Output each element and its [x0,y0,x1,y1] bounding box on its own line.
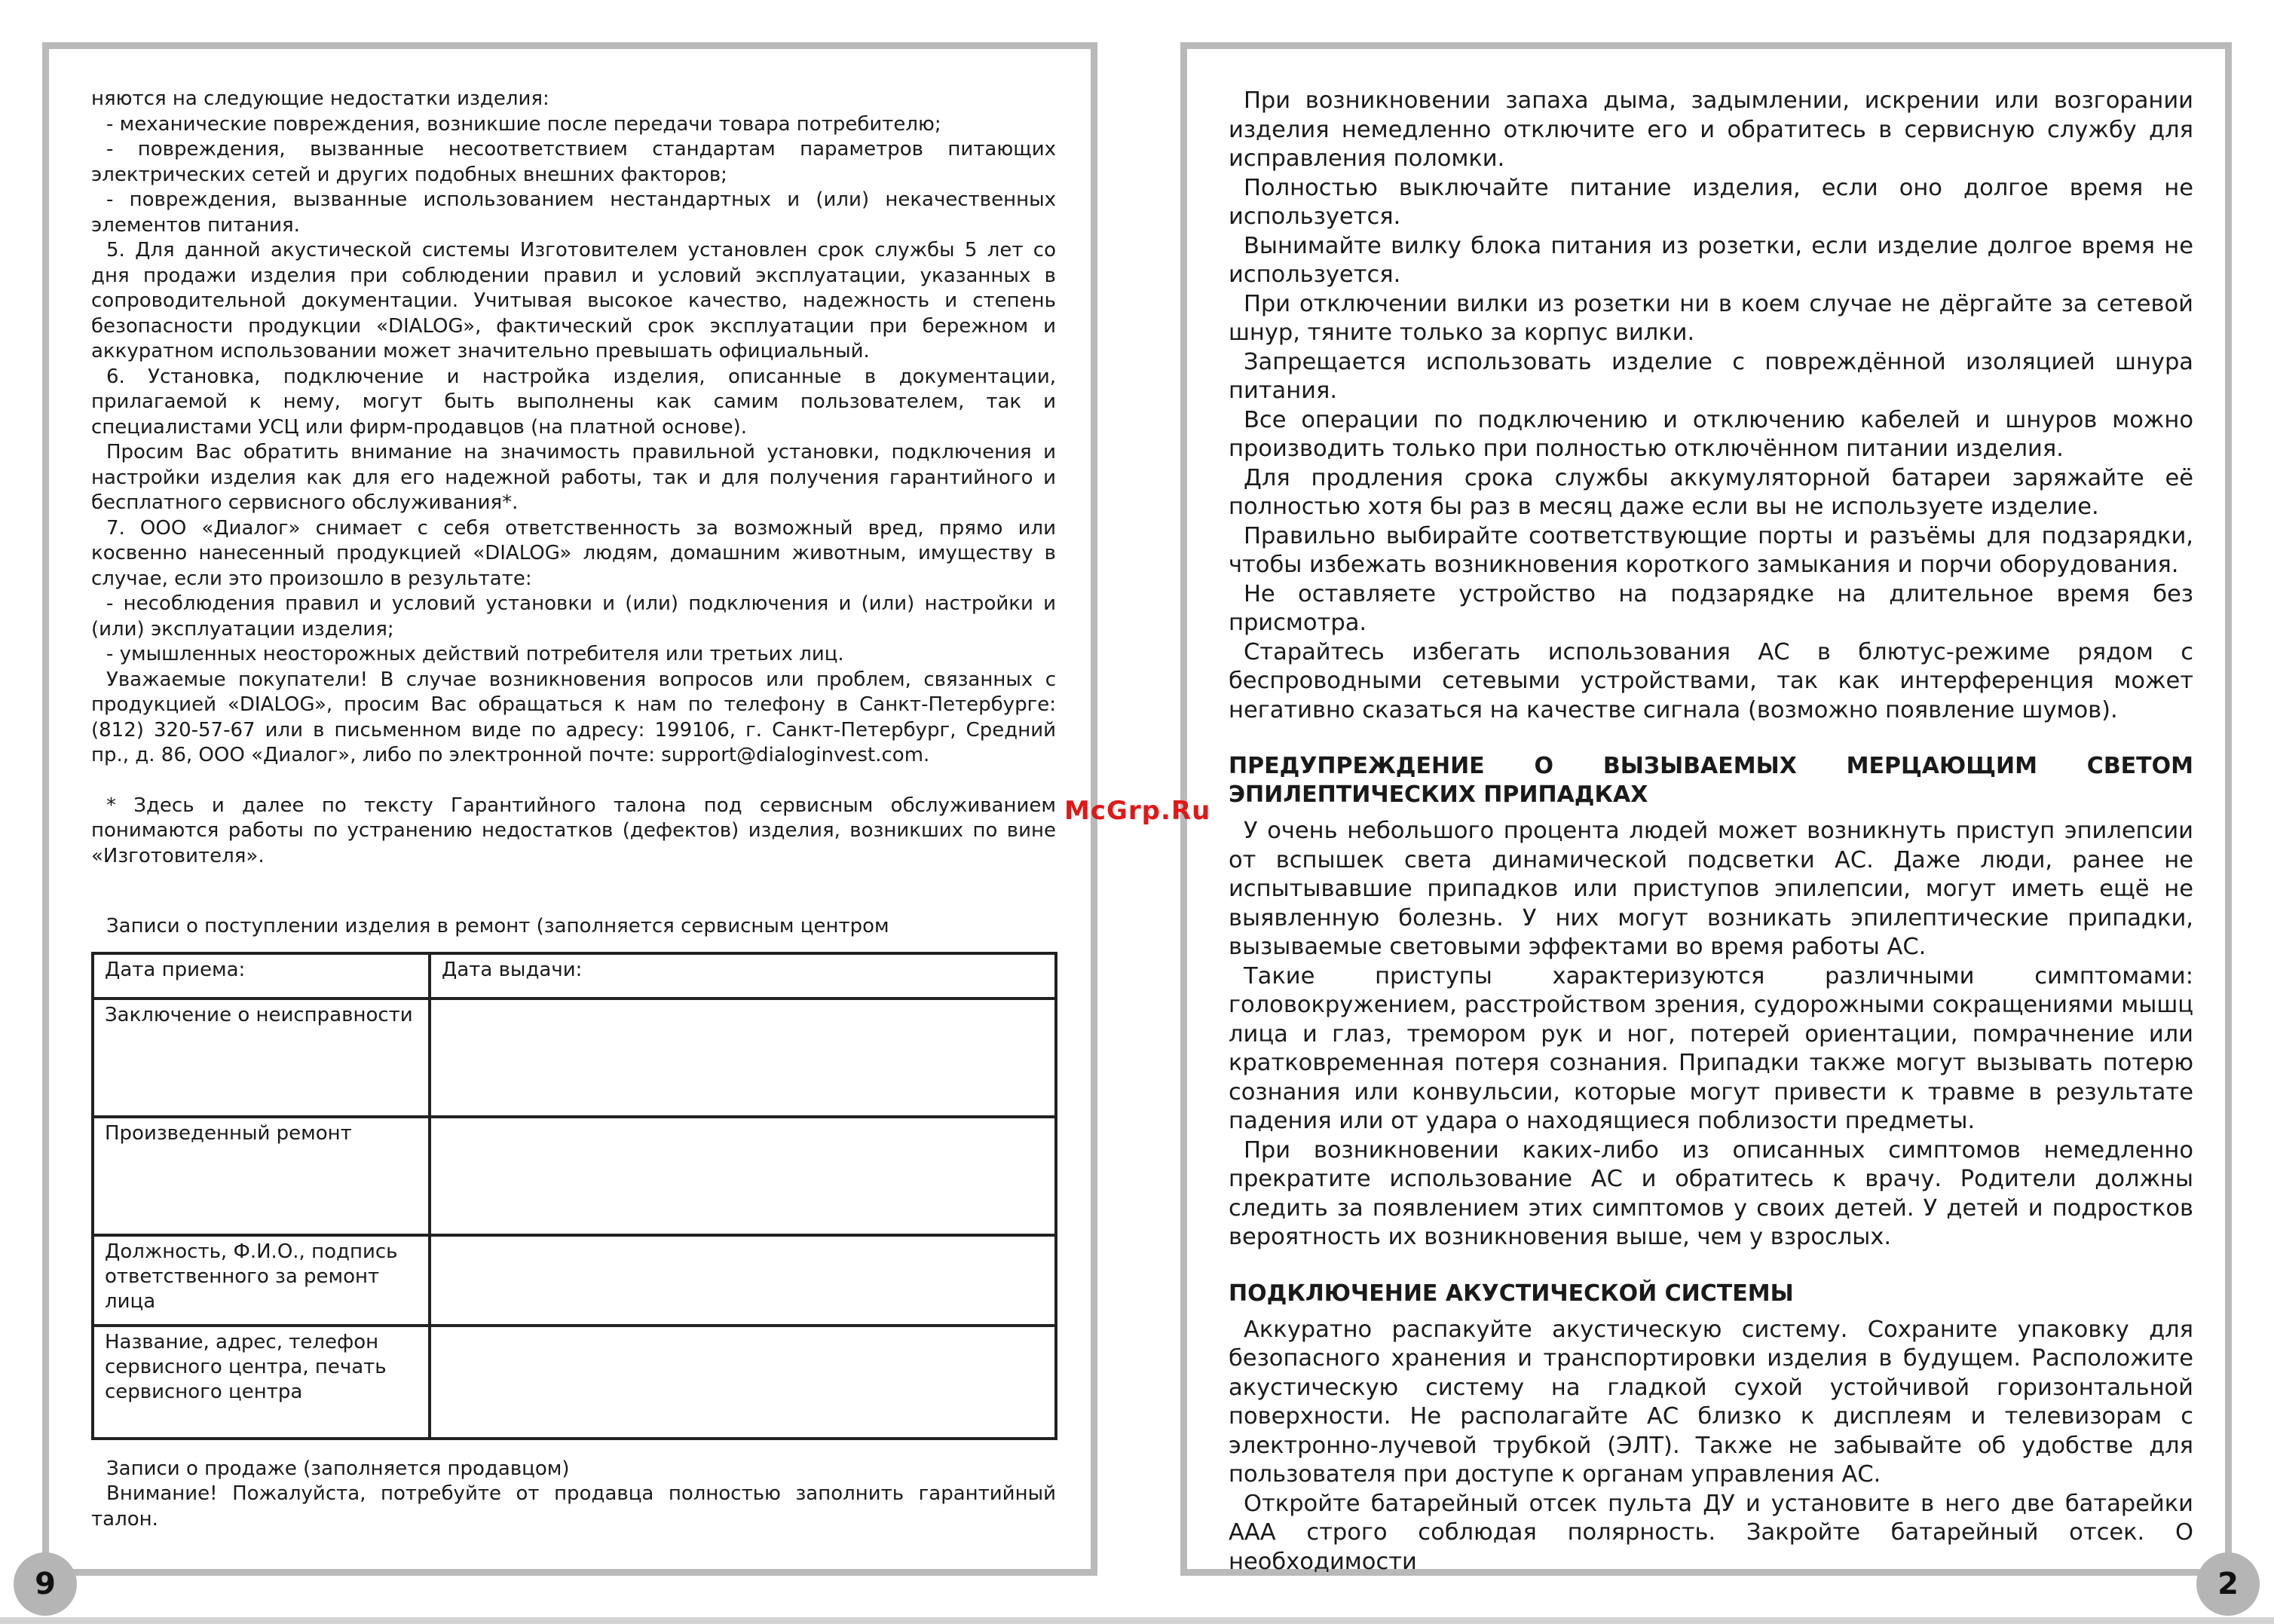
paragraph: Откройте батарейный отсек пульта ДУ и установите в него две батарейки ААА строго соблюдая полярность. Закройте батарейный отсек. О необходимости [1229,1490,2193,1575]
left-page-text [91,87,1056,1532]
paragraph: Уважаемые покупатели! В случае возникновения вопросов или проблем, связанных с продукцией «DIALOG», просим Вас обращаться к нам по телефону в Санкт-Петербурге: (812) 320-57-67 или в письменном виде по адресу: 199106, г. Санкт-Петербург, Средний пр., д. 86, ООО «Диалог», либо по электронной почте: support@dialoginvest.com. [91,668,1056,766]
paragraph: Просим Вас обратить внимание на значимость правильной установки, подключения и настройки изделия как для его надежной работы, так и для получения гарантийного и бесплатного сервисного обслуживания*. [91,441,1056,514]
row-label: Должность, Ф.И.О., подпись ответственного за ремонт лица [93,1235,430,1326]
repair-records-caption: Записи о поступлении изделия в ремонт (заполняется сервисным центром [106,915,889,937]
paragraph: - повреждения, вызванные несоответствием стандартам параметров питающих электрических сетей и других подобных внешних факторов; [91,138,1056,186]
row-label: Название, адрес, телефон сервисного центра, печать сервисного центра [93,1326,430,1439]
table-row [93,1117,1056,1235]
paragraph: Запрещается использовать изделие с повреждённой изоляцией шнура питания. [1229,348,2193,404]
page-number-right: 2 [2196,1552,2260,1616]
paragraph: 5. Для данной акустической системы Изготовителем установлен срок службы 5 лет со дня продажи изделия при соблюдении правил и условий эксплуатации, указанных в сопроводительной документации. Учитывая высокое качество, надежность и степень безопасности продукции «DIALOG», фактический срок эксплуатации при бережном и аккуратном использовании может значительно превышать официальный. [91,239,1056,362]
sale-records-caption: Записи о продаже (заполняется продавцом) [106,1457,570,1480]
right-page-text [1229,87,2193,1577]
row-label: Произведенный ремонт [93,1117,430,1235]
connection-heading: ПОДКЛЮЧЕНИЕ АКУСТИЧЕСКОЙ СИСТЕМЫ [1229,1280,1794,1307]
paragraph: При возникновении каких-либо из описанных симптомов немедленно прекратите использование АС и обратитесь к врачу. Родители должны следить за появлением этих симптомов у своих детей. У детей и подростков вероятность их возникновения выше, чем у взрослых. [1229,1136,2193,1250]
row-label: Заключение о неисправности [93,999,430,1117]
paragraph: Правильно выбирайте соответствующие порты и разъёмы для подзарядки, чтобы избежать возникновения короткого замыкания и порчи оборудования. [1229,522,2193,578]
table-row [93,1235,1056,1326]
row-entry-cell[interactable] [430,1326,1056,1439]
sale-warning: Внимание! Пожалуйста, потребуйте от продавца полностью заполнить гарантийный талон. [91,1482,1056,1531]
issued-date-cell[interactable]: Дата выдачи: [430,953,1056,999]
repair-records-table [91,952,1057,1440]
paragraph: При отключении вилки из розетки ни в коем случае не дёргайте за сетевой шнур, тяните только за корпус вилки. [1229,290,2193,346]
footnote: * Здесь и далее по тексту Гарантийного талона под сервисным обслуживанием понимаются работы по устранению недостатков (дефектов) изделия, возникших по вине «Изготовителя». [91,794,1056,867]
paragraph: - повреждения, вызванные использованием нестандартных и (или) некачественных элементов питания. [91,188,1056,237]
table-row [93,1326,1056,1439]
paragraph: Все операции по подключению и отключению кабелей и шнуров можно производить только при полностью отключённом питании изделия. [1229,406,2193,462]
bottom-divider [0,1617,2274,1624]
row-entry-cell[interactable] [430,1117,1056,1235]
paragraph: Не оставляете устройство на подзарядке на длительное время без присмотра. [1229,580,2193,636]
right-page [1180,42,2232,1576]
paragraph: Старайтесь избегать использования АС в блютус-режиме рядом с беспроводными сетевыми устройствами, так как интерференция может негативно сказаться на качестве сигнала (возможно появление шумов). [1229,638,2193,723]
watermark: McGrp.Ru [1064,796,1211,826]
paragraph: - механические повреждения, возникшие после передачи товара потребителю; [106,112,941,136]
page-number-left: 9 [14,1552,77,1616]
paragraph: Полностью выключайте питание изделия, если оно долгое время не используется. [1229,174,2193,230]
paragraph: Аккуратно распакуйте акустическую систему. Сохраните упаковку для безопасного хранения и транспортировки изделия в будущем. Расположите акустическую систему на гладкой сухой устойчивой горизонтальной поверхности. Не располагайте АС близко к дисплеям и телевизорам с электронно-лучевой трубкой (ЭЛТ). Также не забывайте об удобстве для пользователя при доступе к органам управления АС. [1229,1316,2193,1488]
paragraph: Для продления срока службы аккумуляторной батареи заряжайте её полностью хотя бы раз в месяц даже если вы не используете изделие. [1229,464,2193,520]
paragraph: 6. Установка, подключение и настройка изделия, описанные в документации, прилагаемой к нему, могут быть выполнены как самим пользователем, так и специалистами УСЦ или фирм-продавцов (на платной основе). [91,365,1056,439]
paragraph: няются на следующие недостатки изделия: [91,87,549,110]
paragraph: У очень небольшого процента людей может возникнуть приступ эпилепсии от вспышек света динамической подсветки АС. Даже люди, ранее не испытывавшие припадков или приступов эпилепсии, могут иметь ещё не выявленную болезнь. У них могут возникать эпилептические припадки, вызываемые световыми эффектами во время работы АС. [1229,818,2193,960]
row-entry-cell[interactable] [430,999,1056,1117]
table-row [93,999,1056,1117]
paragraph: Такие приступы характеризуются различными симптомами: головокружением, расстройством зрения, судорожными сокращениями мышц лица и глаз, тремором рук и ног, потерей ориентации, помрачнение или кратковременная потеря сознания. Припадки также могут вызывать потерю сознания или конвульсии, которые могут привести к травме в результате падения или от удара о находящиеся поблизости предметы. [1229,962,2193,1134]
received-date-cell[interactable]: Дата приема: [93,953,430,999]
paragraph: При возникновении запаха дыма, задымлении, искрении или возгорании изделия немедленно отключите его и обратитесь в сервисную службу для исправления поломки. [1229,87,2193,172]
left-page [42,42,1097,1576]
paragraph: Вынимайте вилку блока питания из розетки, если изделие долгое время не используется. [1229,232,2193,288]
epilepsy-warning-heading: ПРЕДУПРЕЖДЕНИЕ О ВЫЗЫВАЕМЫХ МЕРЦАЮЩИМ СВЕТОМ ЭПИЛЕПТИЧЕСКИХ ПРИПАДКАХ [1229,753,2193,808]
paragraph: - умышленных неосторожных действий потребителя или третьих лиц. [106,643,844,665]
paragraph: 7. ООО «Диалог» снимает с себя ответственность за возможный вред, прямо или косвенно нанесенный продукцией «DIALOG» людям, домашним животным, имуществу в случае, если это произошло в результате: [91,516,1056,590]
table-header-row [93,953,1056,999]
paragraph: - несоблюдения правил и условий установки и (или) подключения и (или) настройки и (или) эксплуатации изделия; [91,592,1056,641]
row-entry-cell[interactable] [430,1235,1056,1326]
